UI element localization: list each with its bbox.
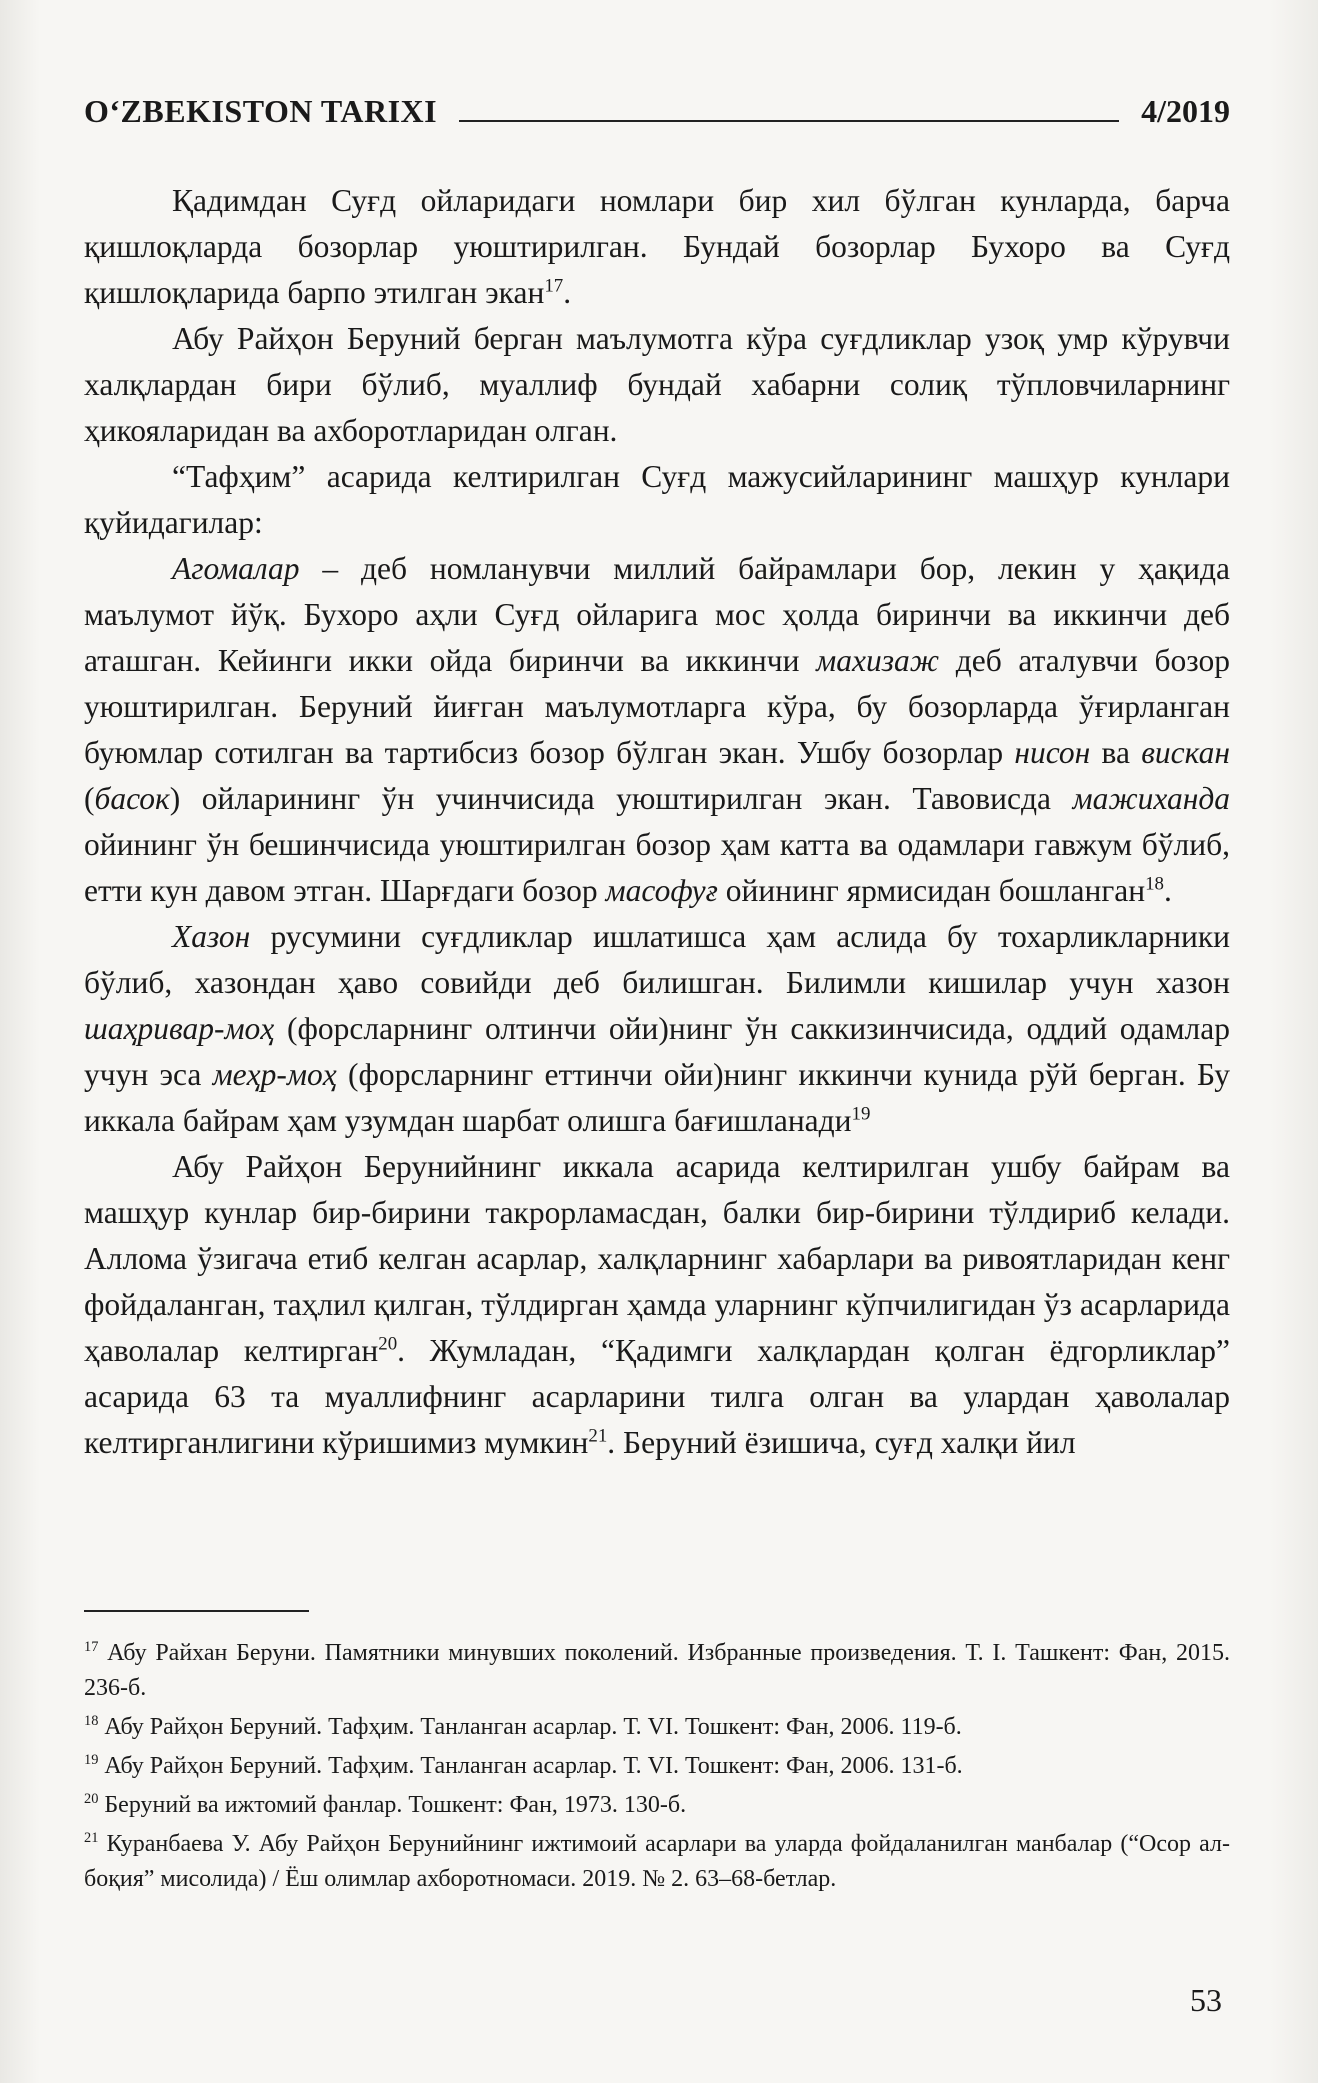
footnote-ref: 17 bbox=[544, 275, 564, 297]
journal-title: O‘ZBEKISTON TARIXI bbox=[84, 93, 438, 129]
text-run: деб аталувчи бозор уюштирилган. Беруний йиғган маълумотларга кўра, бу бозорларда ўғирланган буюмлар сотилган ва тартибсиз бозор бўлган экан. Ушбу бозорлар bbox=[84, 643, 1230, 770]
header-rule bbox=[459, 120, 1119, 122]
text-run: Абу Райҳон Беруний берган маълумотга кўра суғдликлар узоқ умр кўрувчи халқлардан бири бўлиб, муаллиф бундай хабарни солиқ тўпловчиларнинг ҳикояларидан ва ахборотларидан олган. bbox=[84, 321, 1230, 448]
text-run: ойининг ярмисидан бошланган bbox=[717, 873, 1146, 908]
footnote-text: Абу Райҳон Беруний. Тафҳим. Танланган асарлар. Т. VI. Тошкент: Фан, 2006. 131-б. bbox=[104, 1753, 963, 1779]
footnote-number: 17 bbox=[84, 1639, 99, 1655]
italic-term: махизаж bbox=[816, 643, 940, 678]
paragraph bbox=[84, 546, 1230, 914]
paragraph bbox=[84, 914, 1230, 1144]
italic-term: меҳр-моҳ bbox=[212, 1057, 337, 1092]
footnote bbox=[84, 1788, 1230, 1823]
italic-term: масофуғ bbox=[605, 873, 718, 908]
issue-number: 4/2019 bbox=[1141, 93, 1230, 129]
footnote-separator bbox=[84, 1610, 309, 1612]
italic-term: басок bbox=[94, 781, 170, 816]
italic-term: Агомалар bbox=[172, 551, 300, 586]
footnote-text: Беруний ва ижтомий фанлар. Тошкент: Фан, 1973. 130-б. bbox=[104, 1792, 687, 1818]
footnote-text: Абу Райҳон Беруний. Тафҳим. Танланган асарлар. Т. VI. Тошкент: Фан, 2006. 119-б. bbox=[104, 1714, 962, 1740]
text-run: ва bbox=[1090, 735, 1142, 770]
footnote-ref: 19 bbox=[851, 1103, 871, 1125]
text-run: ( bbox=[84, 781, 95, 816]
footnote-text: Абу Райхан Беруни. Памятники минувших поколений. Избранные произведения. Т. I. Ташкент: Фан, 2015. 236-б. bbox=[84, 1640, 1231, 1701]
footnote-text: Куранбаева У. Абу Райҳон Берунийнинг ижтимоий асарлари ва уларда фойдаланилган манбалар (“Осор ал-боқия” мисолида) / Ёш олимлар ахборотномаси. 2019. № 2. 63–68-бетлар. bbox=[84, 1831, 1231, 1892]
italic-term: нисон bbox=[1014, 735, 1091, 770]
text-run: . Беруний ёзишича, суғд халқи йил bbox=[607, 1425, 1076, 1460]
footnote bbox=[84, 1827, 1230, 1897]
footnotes bbox=[84, 1636, 1230, 1901]
running-header bbox=[84, 70, 1230, 130]
article-body bbox=[84, 178, 1230, 1466]
paragraph bbox=[84, 316, 1230, 454]
page-number: 53 bbox=[1190, 1982, 1222, 2018]
text-run: “Тафҳим” асарида келтирилган Суғд мажусийларининг машҳур кунлари қуйидагилар: bbox=[84, 459, 1230, 540]
footnote-number: 20 bbox=[84, 1791, 99, 1807]
paragraph bbox=[84, 178, 1230, 316]
text-run: (форсларнинг еттинчи ойи)нинг иккинчи кунида рўй берган. Бу иккала байрам ҳам узумдан шарбат олишга бағишланади bbox=[84, 1057, 1231, 1138]
text-run: русумини суғдликлар ишлатишса ҳам аслида бу тохарликларники бўлиб, хазондан ҳаво совийди деб билишган. Билимли кишилар учун хазон bbox=[84, 919, 1230, 1000]
footnote-ref: 21 bbox=[588, 1425, 608, 1447]
footnote-ref: 18 bbox=[1145, 873, 1164, 895]
text-run: ) ойларининг ўн учинчисида уюштирилган экан. Тавовисда bbox=[169, 781, 1073, 816]
text-run: . bbox=[563, 275, 572, 310]
italic-term: вискан bbox=[1141, 735, 1230, 770]
text-run: Қадимдан Суғд ойларидаги номлари бир хил бўлган кунларда, барча қишлоқларда бозорлар уюштирилган. Бундай бозорлар Бухоро ва Суғд қишлоқларида барпо этилган экан bbox=[84, 183, 1230, 310]
italic-term: шаҳривар-моҳ bbox=[84, 1011, 275, 1046]
footnote bbox=[84, 1710, 1230, 1745]
text-run: . Жумладан, “Қадимги халқлардан қолган ёдгорликлар” асарида 63 та муаллифнинг асарларини тилга олган ва улардан ҳаволалар келтирганлигини кўришимиз мумкин bbox=[84, 1333, 1230, 1460]
footnote-number: 18 bbox=[84, 1713, 99, 1729]
text-run: – деб номланувчи миллий байрамлари бор, лекин у ҳақида маълумот йўқ. Бухоро аҳли Суғд ойларига мос ҳолда биринчи ва иккинчи деб аташган. Кейинги икки ойда биринчи ва иккинчи bbox=[84, 551, 1230, 678]
italic-term: Хазон bbox=[172, 919, 251, 954]
footnote bbox=[84, 1636, 1230, 1706]
italic-term: мажиханда bbox=[1072, 781, 1230, 816]
footnote-number: 19 bbox=[84, 1752, 99, 1768]
footnote bbox=[84, 1749, 1230, 1784]
footnote-number: 21 bbox=[84, 1830, 99, 1846]
footnote-ref: 20 bbox=[378, 1333, 398, 1355]
text-run: (форсларнинг олтинчи ойи)нинг ўн саккизинчисида, оддий одамлар учун эса bbox=[84, 1011, 1230, 1092]
text-run: . bbox=[1164, 873, 1172, 908]
text-run: Абу Райҳон Берунийнинг иккала асарида келтирилган ушбу байрам ва машҳур кунлар бир-бирини такрорламасдан, балки бир-бирини тўлдириб келади. Аллома ўзигача етиб келган асарлар, халқларнинг хабарлари ва ривоятларидан кенг фойдаланган, таҳлил қилган, тўлдирган ҳамда уларнинг кўпчилигидан ўз асарларида ҳаволалар келтирган bbox=[84, 1149, 1230, 1368]
text-run: ойининг ўн бешинчисида уюштирилган бозор ҳам катта ва одамлари гавжум бўлиб, етти кун давом этган. Шарғдаги бозор bbox=[84, 827, 1230, 908]
paragraph bbox=[84, 454, 1230, 546]
paragraph bbox=[84, 1144, 1230, 1466]
